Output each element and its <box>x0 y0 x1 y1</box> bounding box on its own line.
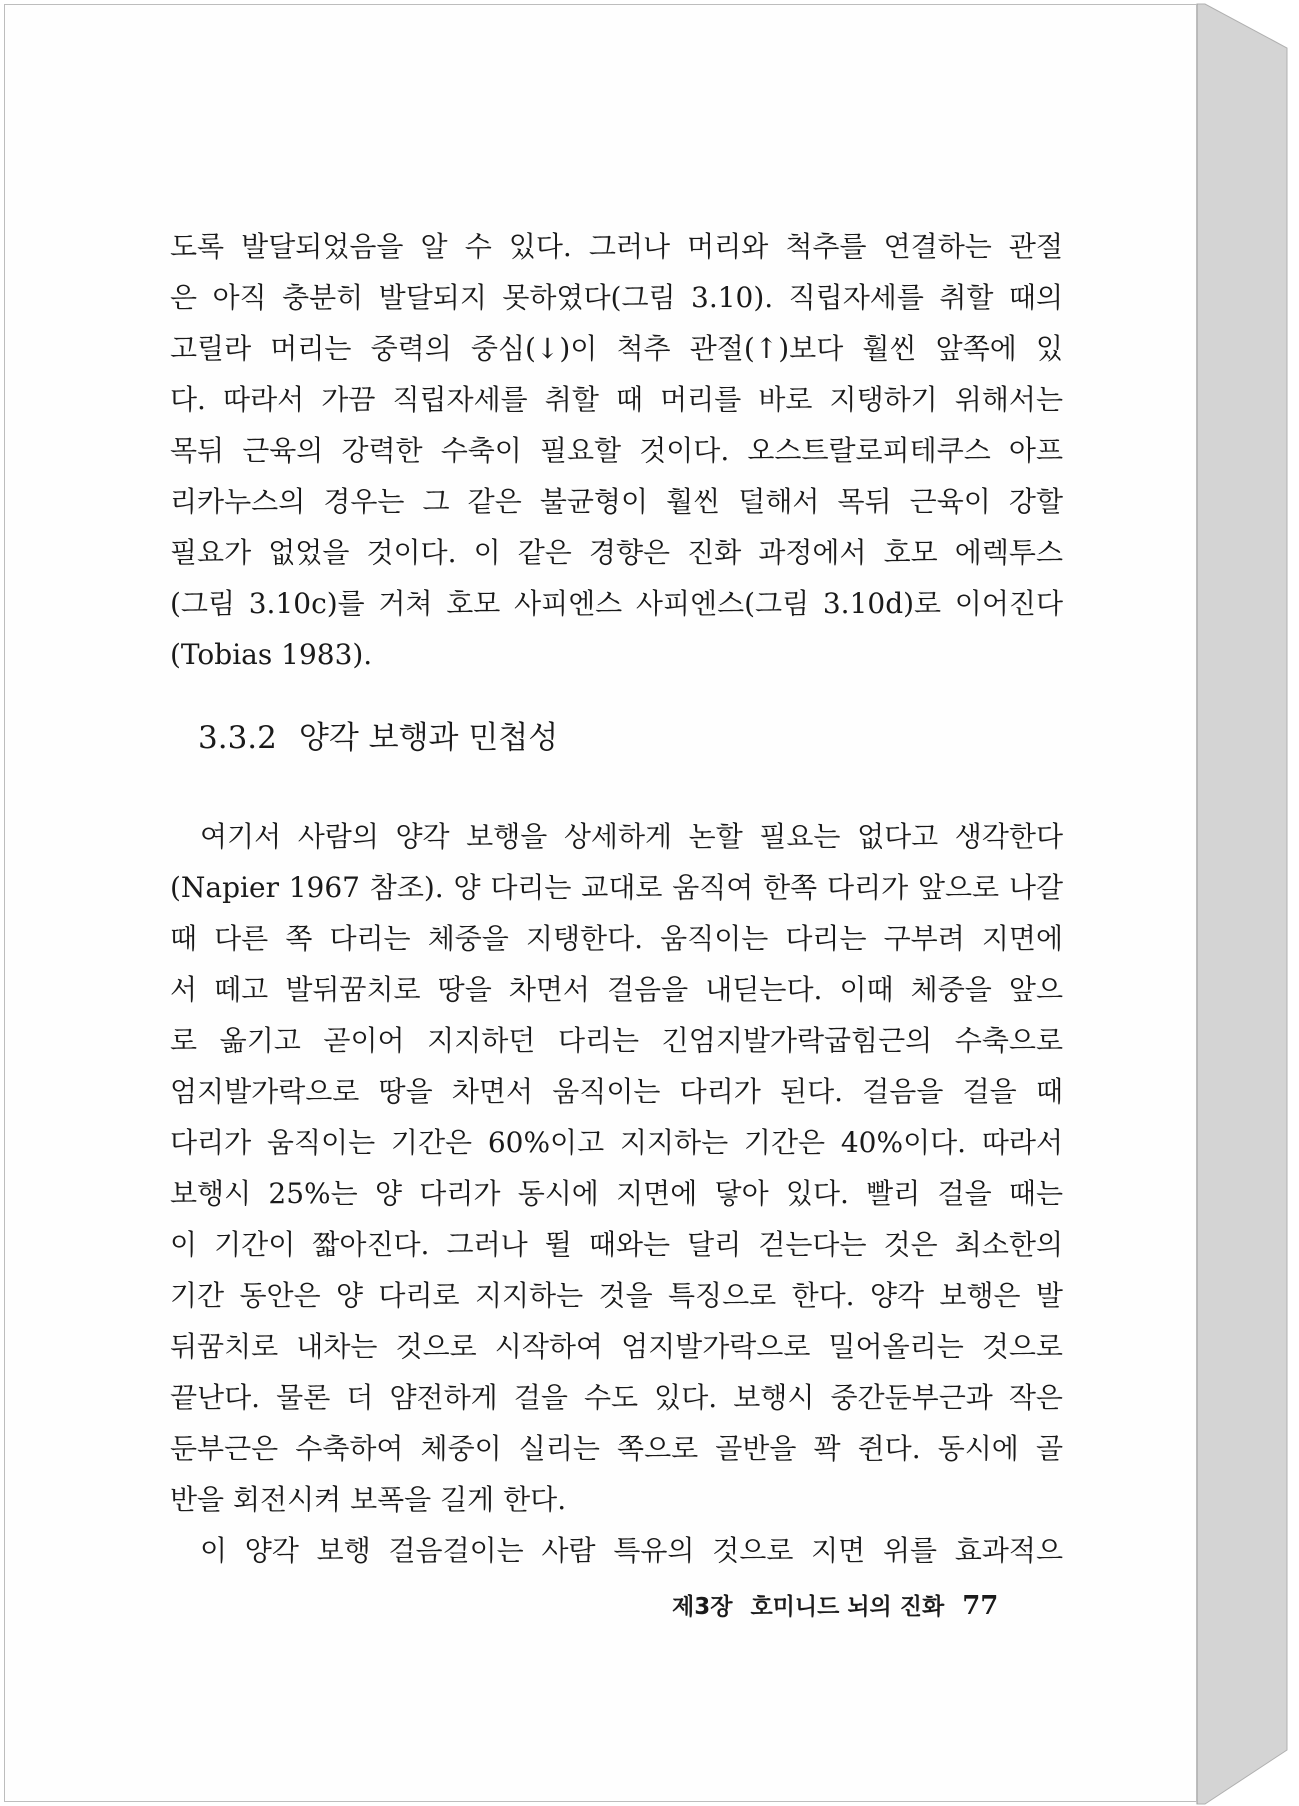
text-line: 보행시 25%는 양 다리가 동시에 지면에 닿아 있다. 빨리 걸을 때는 <box>170 1177 1063 1210</box>
text-line: 이 기간이 짧아진다. 그러나 뛸 때와는 달리 걷는다는 것은 최소한의 <box>170 1228 1063 1261</box>
text-line: 다. 따라서 가끔 직립자세를 취할 때 머리를 바로 지탱하기 위해서는 <box>170 383 1063 416</box>
text-line: 필요가 없었을 것이다. 이 같은 경향은 진화 과정에서 호모 에렉투스 <box>170 536 1063 569</box>
page-number: 77 <box>962 1591 999 1621</box>
text-line: 둔부근은 수축하여 체중이 실리는 쪽으로 골반을 꽉 쥔다. 동시에 골 <box>170 1432 1063 1465</box>
text-line: 은 아직 충분히 발달되지 못하였다(그림 3.10). 직립자세를 취할 때의 <box>170 281 1063 314</box>
text-line: 여기서 사람의 양각 보행을 상세하게 논할 필요는 없다고 생각한다 <box>200 820 1063 853</box>
text-line: 서 떼고 발뒤꿈치로 땅을 차면서 걸음을 내딛는다. 이때 체중을 앞으 <box>170 973 1063 1006</box>
text-line: 다리가 움직이는 기간은 60%이고 지지하는 기간은 40%이다. 따라서 <box>170 1126 1063 1159</box>
chapter-title: 호미니드 뇌의 진화 <box>750 1594 945 1620</box>
text-line: (그림 3.10c)를 거쳐 호모 사피엔스 사피엔스(그림 3.10d)로 이어진다 <box>170 587 1063 620</box>
text-line: 반을 회전시켜 보폭을 길게 한다. <box>170 1483 567 1516</box>
text-line: 엄지발가락으로 땅을 차면서 움직이는 다리가 된다. 걸음을 걸을 때 <box>170 1075 1063 1108</box>
chapter-label: 제3장 <box>672 1594 733 1620</box>
section-heading <box>198 712 558 757</box>
paragraph-2 <box>170 811 1063 1576</box>
text-line: 때 다른 쪽 다리는 체중을 지탱한다. 움직이는 다리는 구부려 지면에 <box>170 922 1063 955</box>
text-line: (Napier 1967 참조). 양 다리는 교대로 움직여 한쪽 다리가 앞으로 나갈 <box>170 871 1063 904</box>
text-line: 도록 발달되었음을 알 수 있다. 그러나 머리와 척추를 연결하는 관절 <box>170 230 1063 263</box>
text-line: 로 옮기고 곧이어 지지하던 다리는 긴엄지발가락굽힘근의 수축으로 <box>170 1024 1063 1057</box>
text-line: 끝난다. 물론 더 얌전하게 걸을 수도 있다. 보행시 중간둔부근과 작은 <box>170 1381 1063 1414</box>
text-line: (Tobias 1983). <box>170 638 373 671</box>
page-footer <box>672 1588 998 1621</box>
text-line: 리카누스의 경우는 그 같은 불균형이 훨씬 덜해서 목뒤 근육이 강할 <box>170 485 1063 518</box>
text-line: 뒤꿈치로 내차는 것으로 시작하여 엄지발가락으로 밀어올리는 것으로 <box>170 1330 1063 1363</box>
text-line: 목뒤 근육의 강력한 수축이 필요할 것이다. 오스트랄로피테쿠스 아프 <box>170 434 1063 467</box>
section-number: 3.3.2 <box>198 720 277 756</box>
paragraph-3-line: 이 양각 보행 걸음걸이는 사람 특유의 것으로 지면 위를 효과적으 <box>200 1534 1063 1567</box>
text-line: 고릴라 머리는 중력의 중심(↓)이 척추 관절(↑)보다 훨씬 앞쪽에 있 <box>170 332 1063 365</box>
section-title: 양각 보행과 민첩성 <box>298 720 559 756</box>
paragraph-1 <box>170 221 1063 680</box>
text-line: 기간 동안은 양 다리로 지지하는 것을 특징으로 한다. 양각 보행은 발 <box>170 1279 1063 1312</box>
